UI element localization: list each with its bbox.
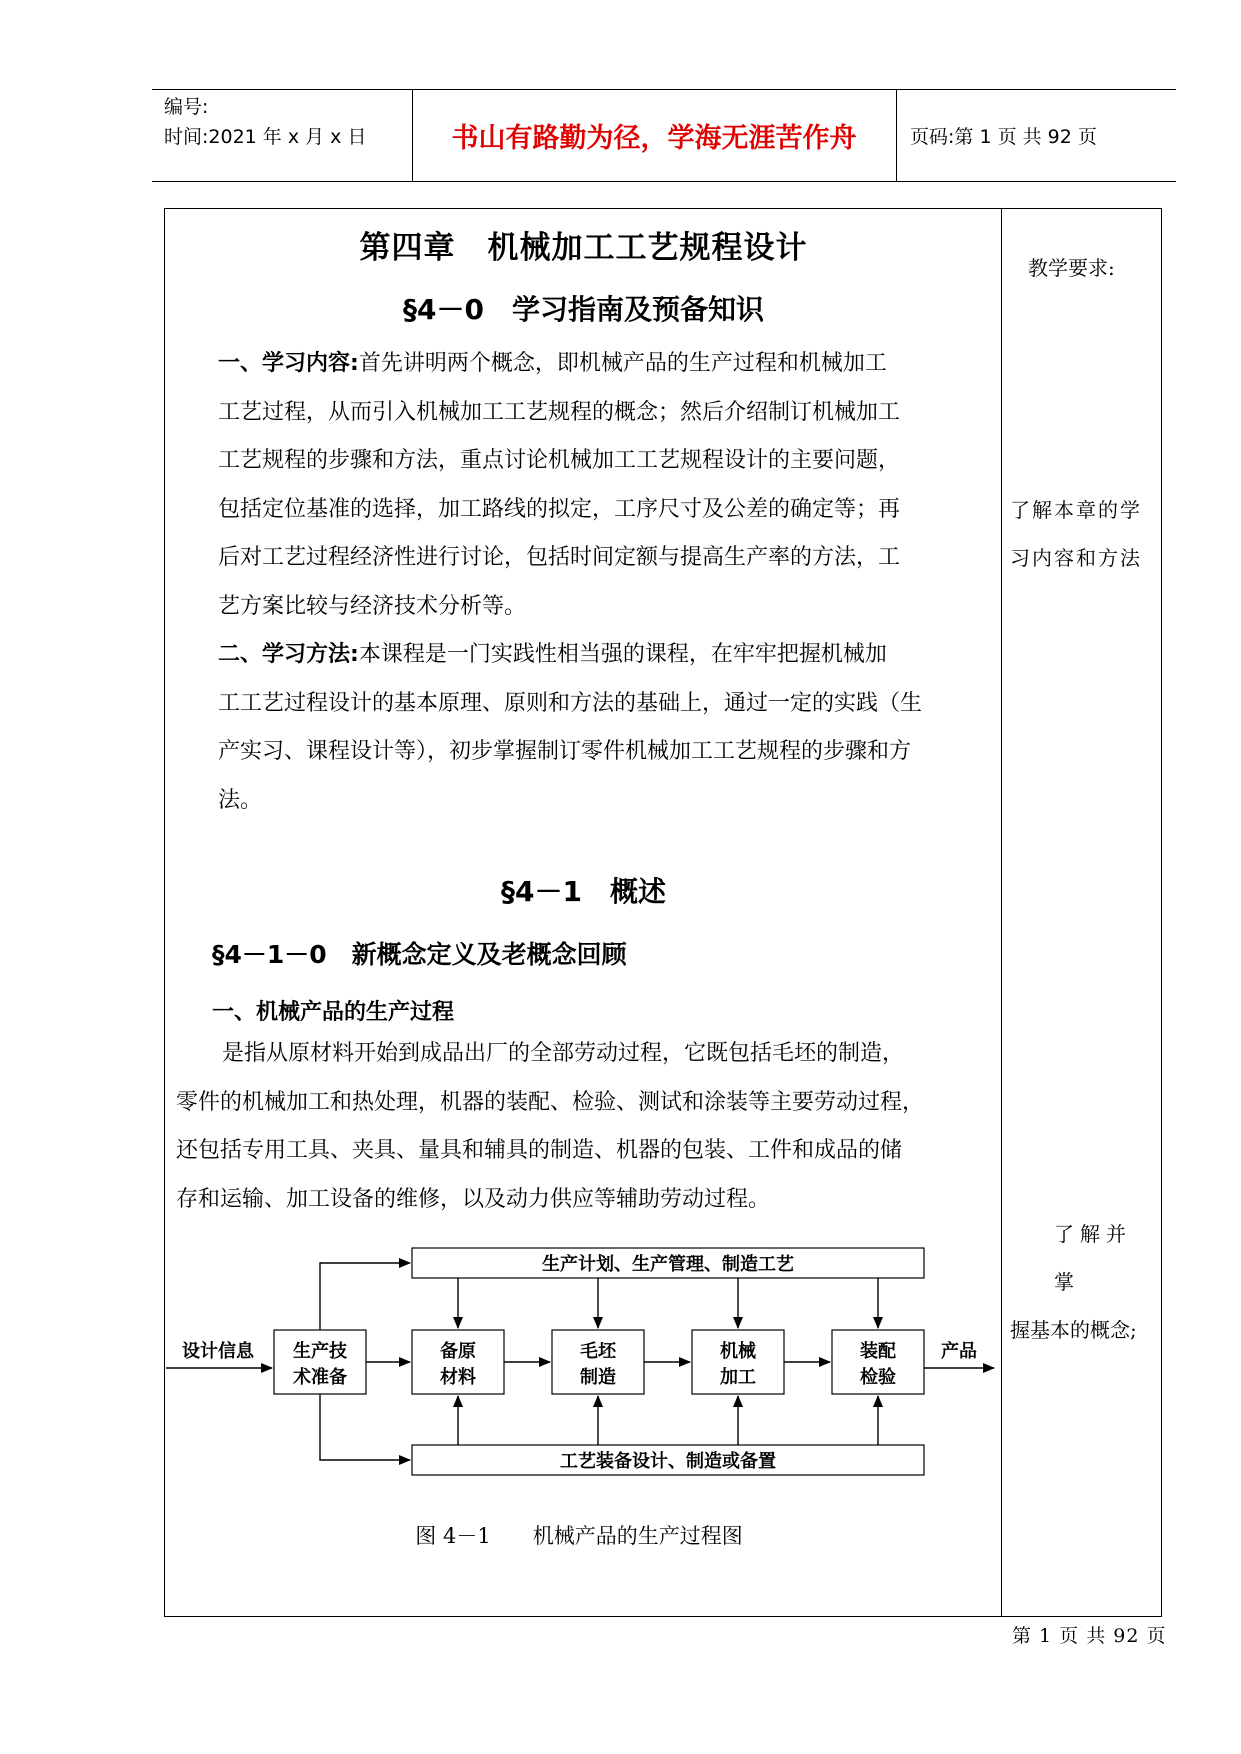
box-blank-line1: 毛坯 [580,1341,616,1362]
body-line: 还包括专用工具、夹具、量具和辅具的制造、机器的包装、工件和成品的储 [176,1138,903,1163]
box-tech-prep-line2: 术准备 [293,1367,347,1388]
figure-caption: 图 4－1 机械产品的生产过程图 [415,1524,743,1548]
body-line: 存和运输、加工设备的维修，以及动力供应等辅助劳动过程。 [176,1186,771,1212]
prep-to-bottom-arrow [320,1394,410,1460]
method-line: 工工艺过程设计的基本原理、原则和方法的基础上，通过一定的实践（生 [218,690,923,716]
box-machining-line1: 机械 [720,1341,756,1362]
header-motto: 书山有路勤为径，学海无涯苦作舟 [451,123,857,154]
prep-to-top-arrow [320,1263,410,1330]
note-line: 了解本章的学 [1010,498,1142,522]
sidebar-note-2 [1010,1210,1150,1354]
content-line: 艺方案比较与经济技术分析等。 [218,593,527,619]
production-process-diagram [164,1240,1004,1510]
method-line: 本课程是一门实践性相当强的课程，在牢牢把握机械加 [358,642,887,667]
content-line: 工艺过程，从而引入机械加工工艺规程的概念；然后介绍制订机械加工 [218,399,901,425]
content-line: 包括定位基准的选择，加工路线的拟定，工序尺寸及公差的确定等；再 [218,496,901,522]
sidebar-note-1 [1010,486,1150,582]
header-page-info: 页码:第 1 页 共 92 页 [910,126,1097,148]
page-footer: 第 1 页 共 92 页 [1012,1625,1167,1647]
chapter-title: 第四章 机械加工工艺规程设计 [359,230,808,266]
input-label: 设计信息 [182,1341,254,1362]
method-label: 二、学习方法: [218,642,359,667]
production-process-heading: 一、机械产品的生产过程 [212,1000,455,1025]
header-divider-left [412,90,413,182]
method-line: 法。 [218,787,263,813]
body-line: 是指从原材料开始到成品出厂的全部劳动过程，它既包括毛坯的制造， [222,1041,905,1066]
box-assembly-line1: 装配 [860,1341,896,1362]
box-blank-line2: 制造 [580,1367,616,1388]
bottom-bar-label: 工艺装备设计、制造或备置 [560,1451,776,1472]
content-line: 首先讲明两个概念，即机械产品的生产过程和机械加工 [358,351,887,376]
header-meta [164,92,366,152]
content-line: 后对工艺过程经济性进行讨论，包括时间定额与提高生产率的方法，工 [218,545,901,570]
box-tech-prep-line1: 生产技 [293,1341,347,1362]
header-divider-right [896,90,897,182]
body-line: 零件的机械加工和热处理，机器的装配、检验、测试和涂装等主要劳动过程， [176,1089,925,1115]
section-4-0-title: §4－0 学习指南及预备知识 [403,293,764,326]
box-machining-line2: 加工 [720,1367,756,1388]
output-label: 产品 [941,1341,977,1362]
note-line: 习内容和方法 [1010,546,1142,570]
section-4-1-title: §4－1 概述 [501,875,666,908]
content-label: 一、学习内容: [218,351,359,376]
method-line: 产实习、课程设计等），初步掌握制订零件机械加工工艺规程的步骤和方 [218,739,912,764]
box-assembly-line2: 检验 [860,1367,896,1388]
header-top-rule [152,89,1176,90]
note-line: 握基本的概念; [1010,1318,1137,1342]
top-bar-label: 生产计划、生产管理、制造工艺 [542,1254,794,1275]
box-raw-material-line2: 材料 [440,1367,476,1388]
teaching-requirements-heading: 教学要求: [1028,256,1115,280]
header-bottom-rule [152,181,1176,182]
section-4-1-0-title: §4－1－0 新概念定义及老概念回顾 [212,940,627,969]
time-label: 时间:2021 年 x 月 x 日 [164,126,367,148]
learning-content [218,340,998,825]
note-line: 了解并掌 [1054,1222,1132,1294]
content-line: 工艺规程的步骤和方法，重点讨论机械加工工艺规程设计的主要问题， [218,448,901,473]
number-label: 编号: [164,96,209,118]
box-raw-material-line1: 备原 [440,1341,476,1362]
production-process-body [176,1030,996,1224]
